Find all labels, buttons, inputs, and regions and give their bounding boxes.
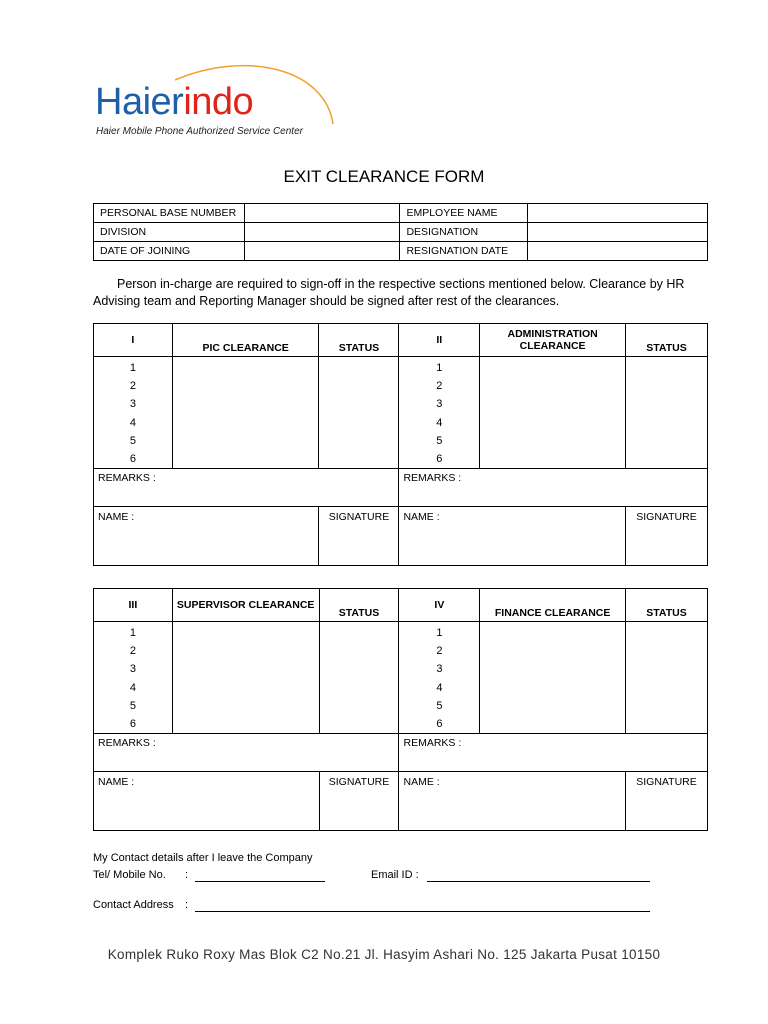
signature-field[interactable] bbox=[319, 772, 399, 831]
signature-field[interactable] bbox=[626, 507, 708, 566]
finance-clearance-field[interactable] bbox=[480, 622, 626, 734]
list-item: 6 bbox=[129, 717, 136, 730]
section-number-iii: III bbox=[94, 589, 173, 622]
list-item: 3 bbox=[436, 663, 443, 676]
section-number-iv: IV bbox=[399, 589, 480, 622]
signature-field[interactable] bbox=[626, 772, 708, 831]
employee-info-table bbox=[93, 203, 708, 261]
table-row bbox=[94, 223, 708, 242]
division-label: DIVISION bbox=[94, 223, 245, 242]
designation-field[interactable] bbox=[528, 223, 708, 242]
remarks-field[interactable] bbox=[94, 734, 399, 772]
number-list bbox=[403, 357, 475, 468]
logo-wordmark bbox=[95, 80, 253, 124]
number-list bbox=[98, 357, 168, 468]
date-of-joining-label: DATE OF JOINING bbox=[94, 242, 245, 261]
list-item: 3 bbox=[129, 663, 136, 676]
signature-label: SIGNATURE bbox=[328, 511, 390, 524]
table-row bbox=[94, 622, 708, 734]
signature-label: SIGNATURE bbox=[636, 511, 697, 524]
form-title: EXIT CLEARANCE FORM bbox=[283, 167, 485, 186]
table-row bbox=[94, 357, 708, 469]
resignation-date-field[interactable] bbox=[528, 242, 708, 261]
signature-field[interactable] bbox=[319, 507, 399, 566]
table-row bbox=[94, 242, 708, 261]
remarks-label: REMARKS : bbox=[403, 472, 462, 485]
remarks-label: REMARKS : bbox=[98, 472, 156, 485]
clearance-table-2 bbox=[93, 588, 708, 831]
supervisor-clearance-field[interactable] bbox=[172, 622, 319, 734]
list-item: 5 bbox=[436, 434, 443, 447]
list-item: 2 bbox=[436, 380, 443, 393]
list-item: 5 bbox=[129, 434, 136, 447]
instructions-paragraph bbox=[93, 276, 713, 310]
pic-status-field[interactable] bbox=[319, 357, 399, 469]
supervisor-clearance-header: SUPERVISOR CLEARANCE bbox=[172, 589, 319, 622]
name-field[interactable] bbox=[94, 772, 320, 831]
name-label: NAME : bbox=[98, 776, 135, 789]
name-label: NAME : bbox=[98, 511, 135, 524]
tel-label: Tel/ Mobile No. bbox=[93, 869, 166, 881]
address-label: Contact Address bbox=[93, 899, 174, 911]
remarks-label: REMARKS : bbox=[403, 737, 462, 750]
logo-part-indo: indo bbox=[183, 81, 254, 123]
list-item: 1 bbox=[436, 362, 443, 374]
list-item: 2 bbox=[129, 380, 136, 393]
list-item: 4 bbox=[436, 416, 443, 429]
status-header: STATUS bbox=[319, 324, 399, 357]
administration-clearance-header: ADMINISTRATION CLEARANCE bbox=[480, 324, 626, 357]
logo-tagline: Haier Mobile Phone Authorized Service Center bbox=[96, 126, 303, 137]
list-item: 6 bbox=[436, 452, 443, 465]
instructions-text: Person in-charge are required to sign-off in the respective sections mentioned below. Clearance by HR Advising team and Reporting Manager should be signed after rest of the clearances. bbox=[93, 277, 685, 308]
list-item: 3 bbox=[129, 398, 136, 411]
number-column bbox=[94, 622, 173, 734]
employee-name-label: EMPLOYEE NAME bbox=[400, 204, 528, 223]
logo-part-haier: Haier bbox=[95, 81, 184, 123]
name-label: NAME : bbox=[403, 511, 440, 524]
status-header: STATUS bbox=[626, 589, 708, 622]
table-row bbox=[94, 734, 708, 772]
email-input-line[interactable] bbox=[427, 881, 650, 882]
list-item: 3 bbox=[436, 398, 443, 411]
haierindo-logo bbox=[95, 58, 345, 148]
number-column bbox=[399, 622, 480, 734]
name-field[interactable] bbox=[399, 507, 626, 566]
address-colon: : bbox=[185, 899, 189, 911]
number-column bbox=[399, 357, 480, 469]
status-header: STATUS bbox=[626, 324, 708, 357]
remarks-label: REMARKS : bbox=[98, 737, 156, 750]
finance-status-field[interactable] bbox=[626, 622, 708, 734]
remarks-field[interactable] bbox=[399, 734, 708, 772]
tel-input-line[interactable] bbox=[195, 881, 325, 882]
resignation-date-label: RESIGNATION DATE bbox=[400, 242, 528, 261]
clearance-table-1 bbox=[93, 323, 708, 566]
contact-heading: My Contact details after I leave the Company bbox=[93, 852, 313, 864]
list-item: 1 bbox=[436, 627, 443, 639]
date-of-joining-field[interactable] bbox=[244, 242, 400, 261]
list-item: 1 bbox=[129, 362, 136, 374]
list-item: 5 bbox=[129, 699, 136, 712]
table-row bbox=[94, 507, 708, 566]
finance-clearance-header: FINANCE CLEARANCE bbox=[480, 589, 626, 622]
name-label: NAME : bbox=[403, 776, 440, 789]
table-row bbox=[94, 589, 708, 622]
address-input-line[interactable] bbox=[195, 911, 650, 912]
personal-base-number-field[interactable] bbox=[244, 204, 400, 223]
name-field[interactable] bbox=[399, 772, 626, 831]
list-item: 4 bbox=[129, 416, 136, 429]
email-label: Email ID : bbox=[371, 869, 419, 881]
list-item: 5 bbox=[436, 699, 443, 712]
administration-clearance-field[interactable] bbox=[480, 357, 626, 469]
list-item: 6 bbox=[129, 452, 136, 465]
division-field[interactable] bbox=[244, 223, 400, 242]
table-row bbox=[94, 469, 708, 507]
supervisor-status-field[interactable] bbox=[319, 622, 399, 734]
number-list bbox=[98, 622, 168, 733]
list-item: 1 bbox=[129, 627, 136, 639]
personal-base-number-label: PERSONAL BASE NUMBER bbox=[94, 204, 245, 223]
list-item: 2 bbox=[436, 645, 443, 658]
section-number-ii: II bbox=[399, 324, 480, 357]
status-header: STATUS bbox=[319, 589, 399, 622]
list-item: 4 bbox=[436, 681, 443, 694]
list-item: 2 bbox=[129, 645, 136, 658]
employee-name-field[interactable] bbox=[528, 204, 708, 223]
pic-clearance-header: PIC CLEARANCE bbox=[172, 324, 319, 357]
table-row bbox=[94, 324, 708, 357]
signature-label: SIGNATURE bbox=[636, 776, 697, 789]
list-item: 6 bbox=[436, 717, 443, 730]
administration-status-field[interactable] bbox=[626, 357, 708, 469]
tel-colon: : bbox=[185, 869, 189, 881]
name-field[interactable] bbox=[94, 507, 319, 566]
remarks-field[interactable] bbox=[94, 469, 399, 507]
remarks-field[interactable] bbox=[399, 469, 708, 507]
pic-clearance-field[interactable] bbox=[172, 357, 319, 469]
company-address-footer: Komplek Ruko Roxy Mas Blok C2 No.21 Jl. Hasyim Ashari No. 125 Jakarta Pusat 10150 bbox=[107, 947, 661, 962]
table-row bbox=[94, 772, 708, 831]
table-row bbox=[94, 204, 708, 223]
designation-label: DESIGNATION bbox=[400, 223, 528, 242]
number-list bbox=[403, 622, 475, 733]
list-item: 4 bbox=[129, 681, 136, 694]
signature-label: SIGNATURE bbox=[328, 776, 390, 789]
number-column bbox=[94, 357, 173, 469]
section-number-i: I bbox=[94, 324, 173, 357]
